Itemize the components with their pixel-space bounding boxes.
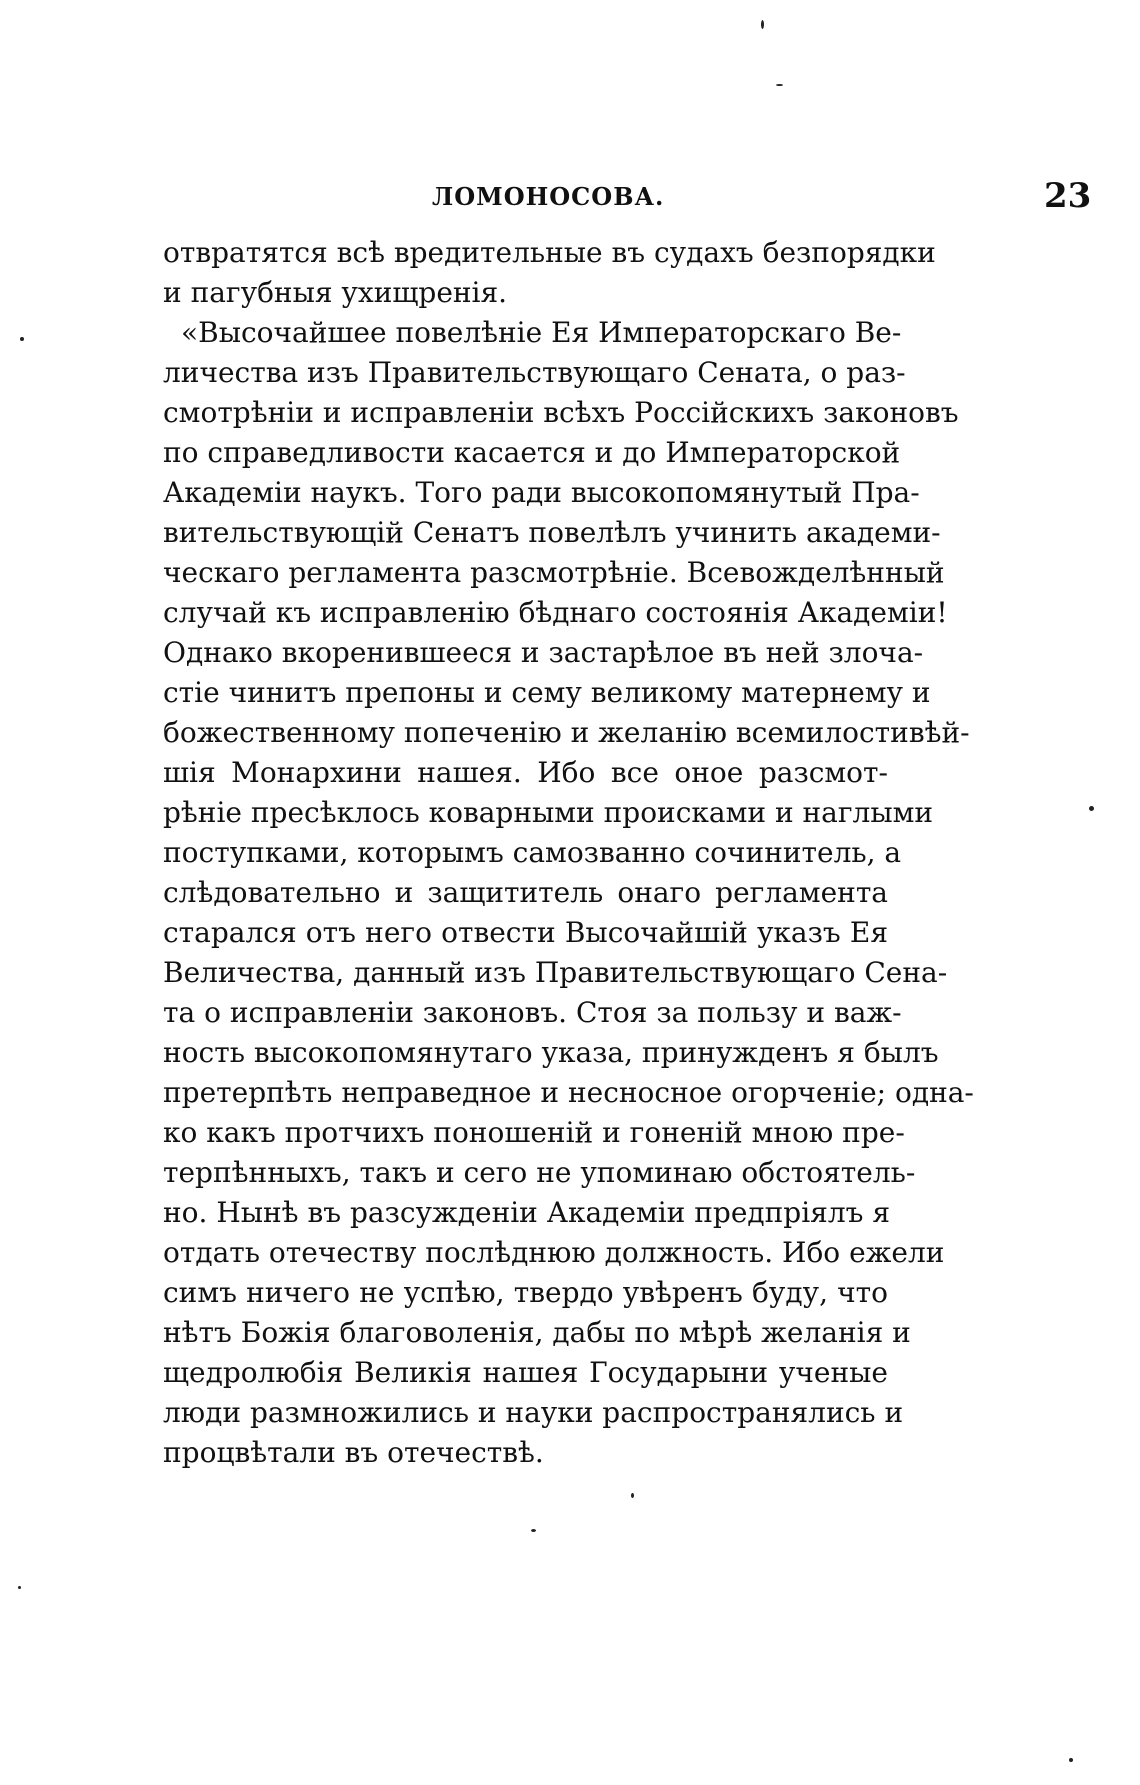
body-text: [163, 233, 974, 1473]
scan-speck: [631, 1493, 634, 1498]
scan-speck: [20, 337, 24, 341]
text-line: слѣдовательно и защититель онаго регламента: [163, 876, 888, 909]
text-line: «Высочайшее повелѣніе Ея Императорскаго Ве-: [181, 316, 902, 349]
text-line: процвѣтали въ отечествѣ.: [163, 1436, 544, 1469]
scan-speck: [531, 1529, 536, 1532]
text-line: Однако вкоренившееся и застарѣлое въ ней злоча-: [163, 636, 924, 669]
text-line: личества изъ Правительствующаго Сената, о раз-: [163, 356, 906, 389]
text-line: Величества, данный изъ Правительствующаго Сена-: [163, 956, 948, 989]
text-line: шія Монархини нашея. Ибо все оное разсмот-: [163, 756, 888, 789]
text-line: отдать отечеству послѣднюю должность. Ибо ежели: [163, 1236, 945, 1269]
text-line: щедролюбія Великія нашея Государыни ученые: [163, 1356, 888, 1389]
text-line: ность высокопомянутаго указа, принужденъ я былъ: [163, 1036, 939, 1069]
text-line: претерпѣть неправедное и несносное огорченіе; одна-: [163, 1076, 974, 1109]
text-line: отвратятся всѣ вредительные въ судахъ безпорядки: [163, 236, 936, 269]
text-line: стіе чинитъ препоны и сему великому матернему и: [163, 676, 931, 709]
text-line: но. Нынѣ въ разсужденіи Академіи предпріялъ я: [163, 1196, 891, 1229]
text-line: вительствующій Сенатъ повелѣлъ учинить академи-: [163, 516, 941, 549]
text-line: божественному попеченію и желанію всемилостивѣй-: [163, 716, 970, 749]
text-line: симъ ничего не успѣю, твердо увѣренъ буду, что: [163, 1276, 888, 1309]
scan-speck: [761, 20, 764, 29]
text-line: Академіи наукъ. Того ради высокопомянутый Пра-: [163, 476, 920, 509]
text-line: люди размножились и науки распространялись и: [163, 1396, 904, 1429]
text-line: рѣніе пресѣклось коварными происками и наглыми: [163, 796, 934, 829]
text-line: случай къ исправленію бѣднаго состоянія Академіи!: [163, 596, 948, 629]
scan-speck: [18, 1586, 21, 1589]
scan-speck: [1069, 1758, 1073, 1762]
text-line: и пагубныя ухищренія.: [163, 276, 508, 309]
text-line: смотрѣніи и исправленіи всѣхъ Россійскихъ законовъ: [163, 396, 959, 429]
scan-speck: [776, 84, 783, 86]
text-line: по справедливости касается и до Императорской: [163, 436, 901, 469]
scan-speck: [1089, 806, 1094, 811]
text-line: нѣтъ Божія благоволенія, дабы по мѣрѣ желанія и: [163, 1316, 911, 1349]
text-line: ческаго регламента разсмотрѣніе. Всевожделѣнный: [163, 556, 945, 589]
text-line: старался отъ него отвести Высочайшій указъ Ея: [163, 916, 888, 949]
text-line: ко какъ протчихъ поношеній и гоненій мною пре-: [163, 1116, 905, 1149]
text-line: та о исправленіи законовъ. Стоя за пользу и важ-: [163, 996, 902, 1029]
text-line: терпѣнныхъ, такъ и сего не упоминаю обстоятель-: [163, 1156, 916, 1189]
running-head: ЛОМОНОСОВА.: [432, 182, 665, 211]
page-number: 23: [1044, 176, 1092, 216]
text-line: поступками, которымъ самозванно сочинитель, а: [163, 836, 902, 869]
